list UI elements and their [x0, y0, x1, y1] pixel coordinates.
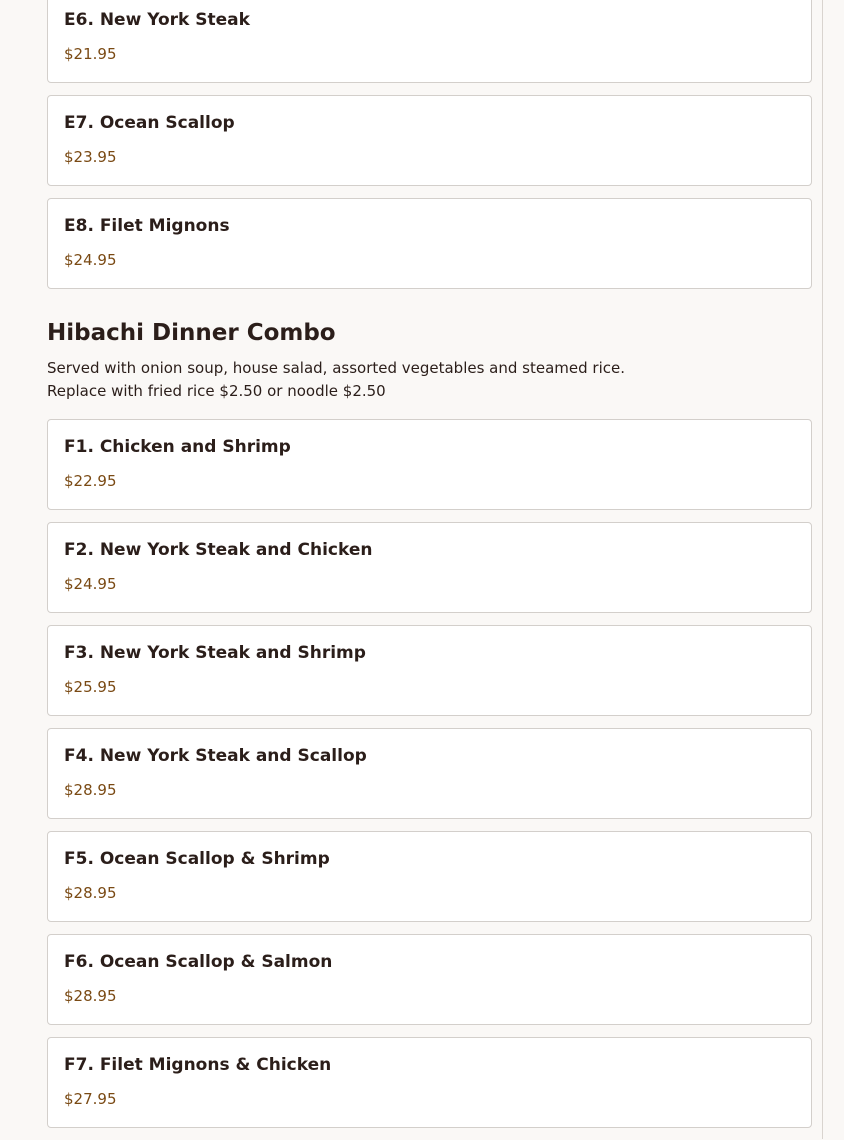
- menu-item-name: F1. Chicken and Shrimp: [64, 437, 291, 457]
- menu-item-name: F5. Ocean Scallop & Shrimp: [64, 849, 330, 869]
- menu-section-hibachi-dinner-combo: [47, 319, 812, 1128]
- page-edge-divider: [822, 0, 823, 1139]
- section-description-line: Replace with fried rice $2.50 or noodle $2.50: [47, 382, 386, 400]
- section-description-line: Served with onion soup, house salad, assorted vegetables and steamed rice.: [47, 359, 625, 377]
- menu-item-price: $25.95: [64, 678, 117, 696]
- menu-item-card[interactable]: [47, 95, 812, 186]
- menu-item-name: F7. Filet Mignons & Chicken: [64, 1055, 332, 1075]
- menu-item-card[interactable]: [47, 0, 812, 83]
- menu-item-name: F3. New York Steak and Shrimp: [64, 643, 366, 663]
- menu-item-price: $28.95: [64, 781, 117, 799]
- menu-item-price: $22.95: [64, 472, 117, 490]
- menu-item-price: $24.95: [64, 251, 117, 269]
- menu-item-name: E6. New York Steak: [64, 10, 250, 30]
- menu-item-card[interactable]: [47, 198, 812, 289]
- menu-item-name: F2. New York Steak and Chicken: [64, 540, 373, 560]
- menu-list: [47, 0, 812, 1140]
- menu-item-name: E8. Filet Mignons: [64, 216, 230, 236]
- section-description: [47, 357, 812, 403]
- menu-item-card[interactable]: [47, 419, 812, 510]
- menu-item-name: F6. Ocean Scallop & Salmon: [64, 952, 333, 972]
- section-title: Hibachi Dinner Combo: [47, 320, 336, 346]
- menu-item-card[interactable]: [47, 625, 812, 716]
- menu-item-price: $28.95: [64, 987, 117, 1005]
- menu-item-card[interactable]: [47, 1037, 812, 1128]
- menu-item-name: F4. New York Steak and Scallop: [64, 746, 367, 766]
- menu-item-price: $28.95: [64, 884, 117, 902]
- menu-item-card[interactable]: [47, 728, 812, 819]
- menu-section-entrees: [47, 0, 812, 289]
- menu-item-price: $24.95: [64, 575, 117, 593]
- menu-item-price: $27.95: [64, 1090, 117, 1108]
- menu-item-name: E7. Ocean Scallop: [64, 113, 235, 133]
- menu-item-card[interactable]: [47, 934, 812, 1025]
- menu-item-price: $21.95: [64, 45, 117, 63]
- menu-item-price: $23.95: [64, 148, 117, 166]
- menu-item-card[interactable]: [47, 831, 812, 922]
- menu-item-card[interactable]: [47, 522, 812, 613]
